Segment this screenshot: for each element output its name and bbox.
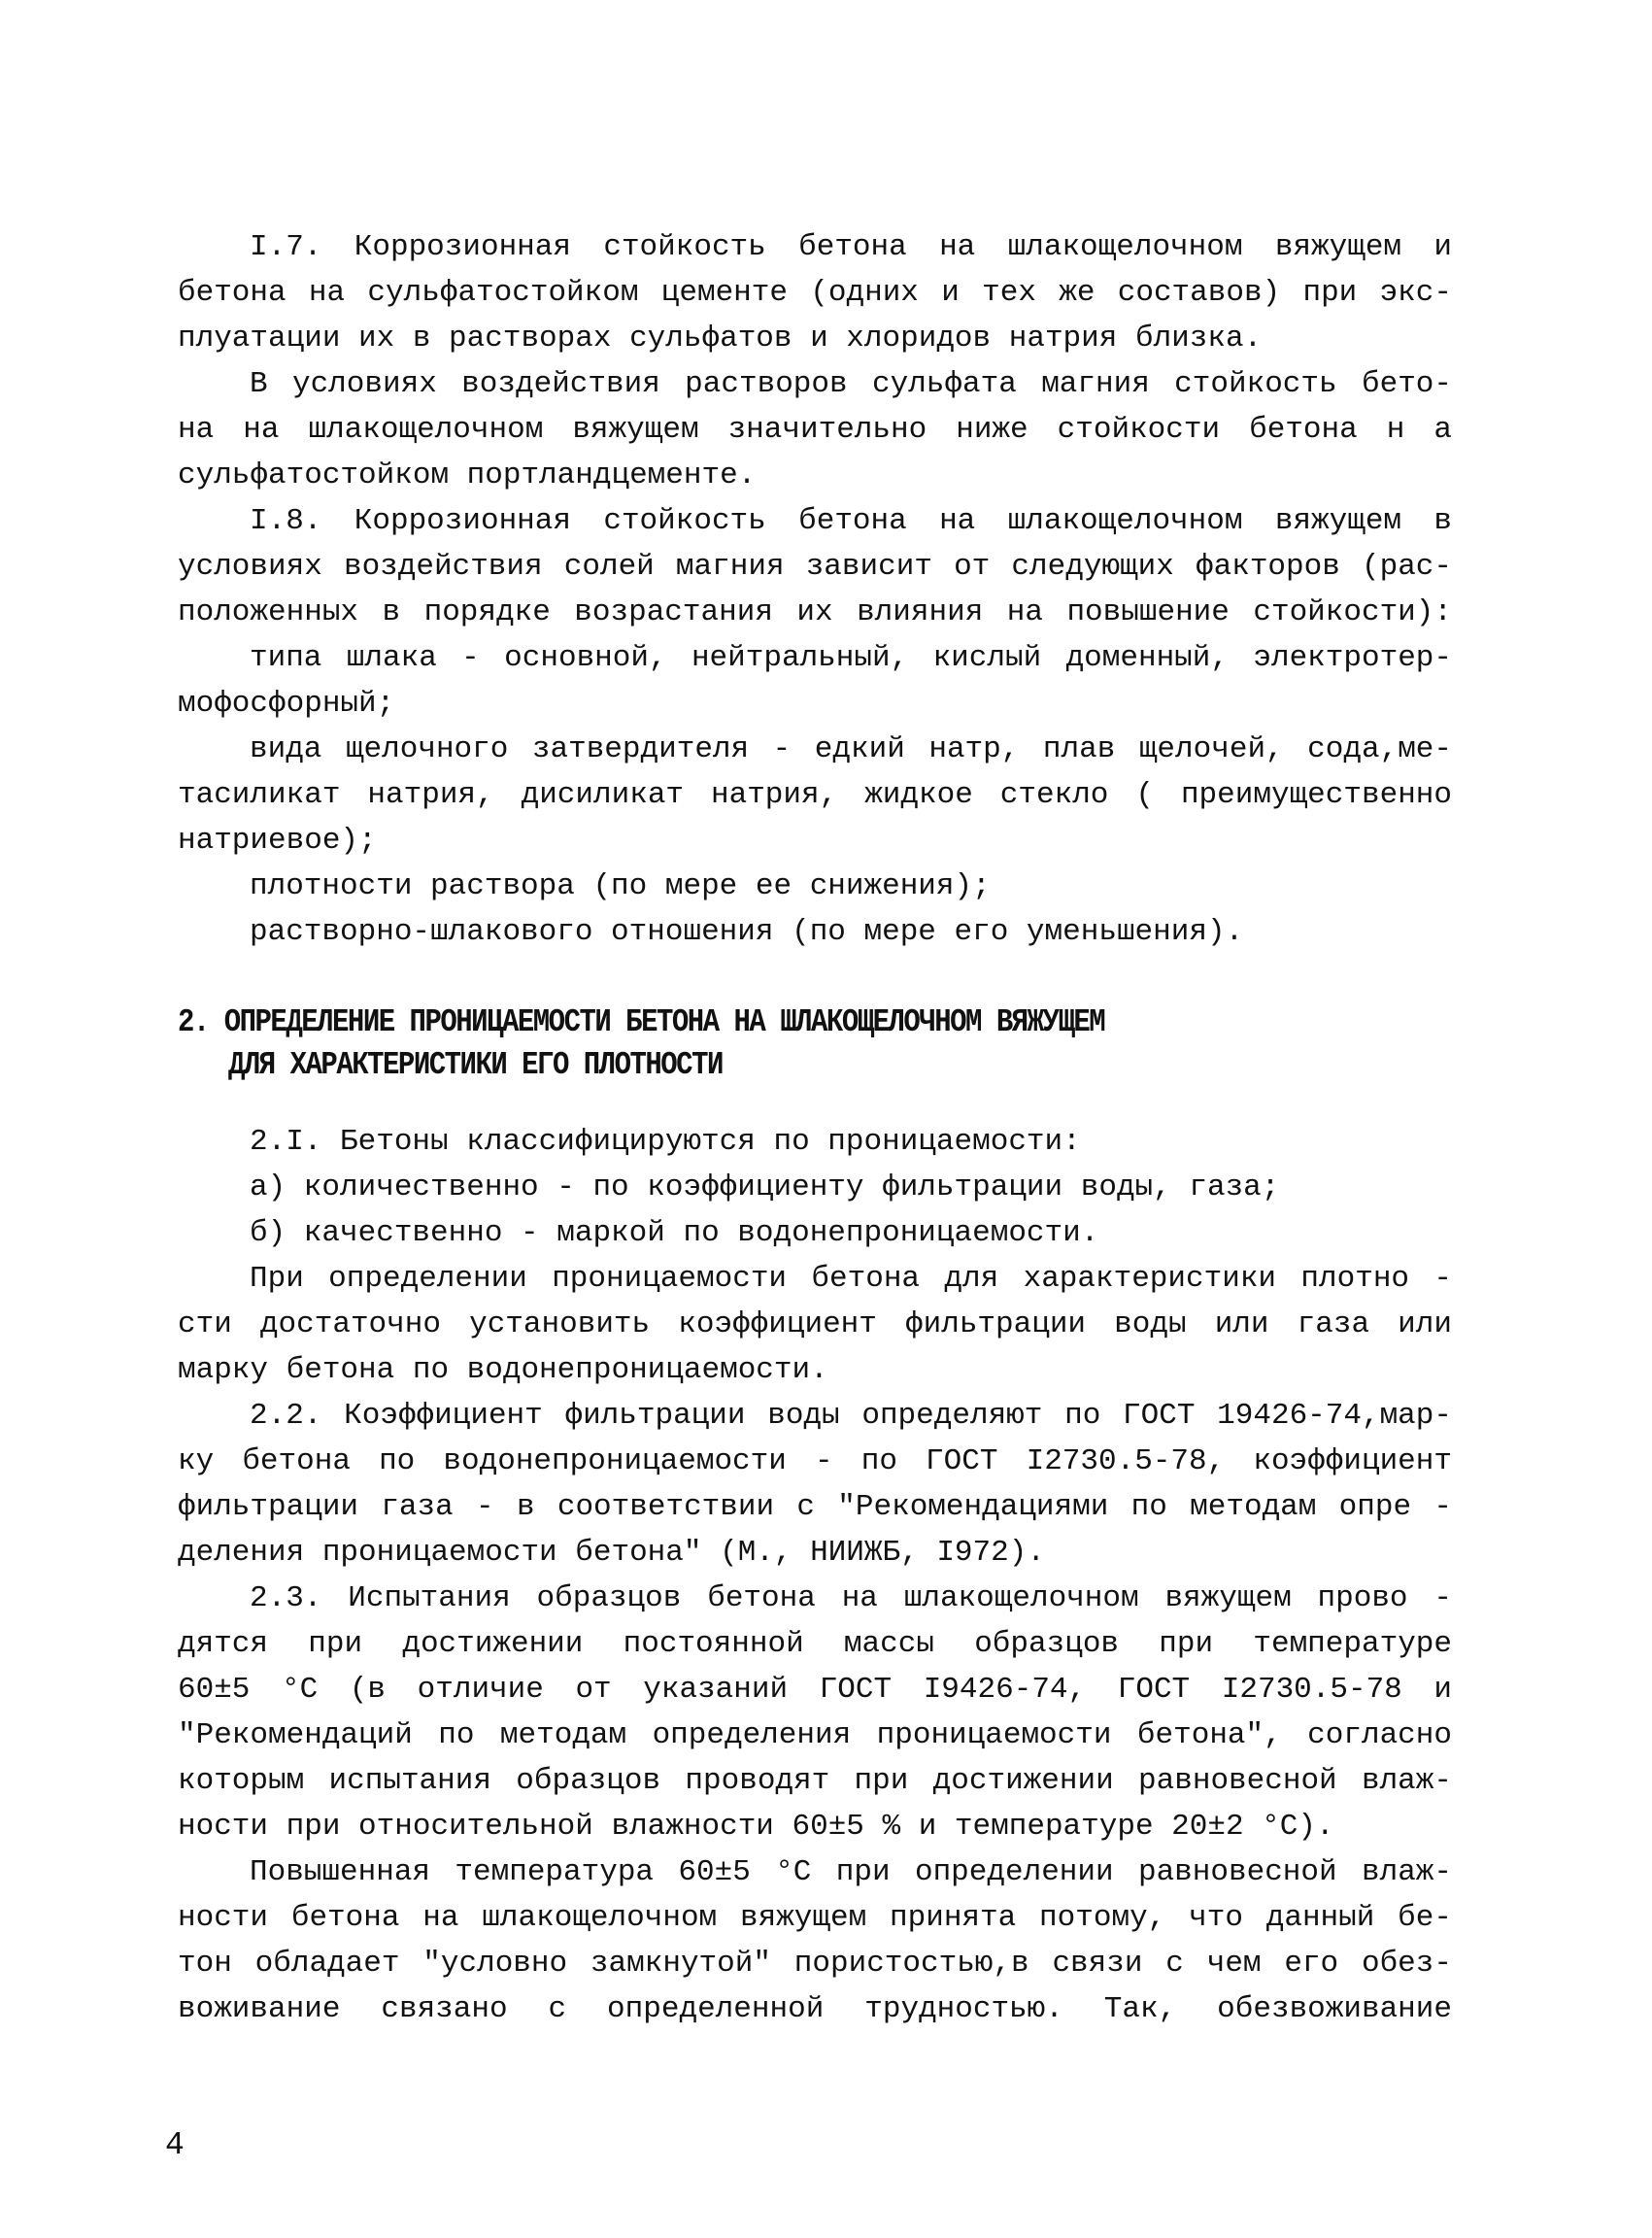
text-line: I.8. Коррозионная стойкость бетона на шлакощелочном вяжущем в — [250, 504, 1452, 538]
text-line: При определении проницаемости бетона для характеристики плотно - — [250, 1262, 1452, 1296]
text-line: "Рекомендаций по методам определения проницаемости бетона", согласно — [178, 1718, 1452, 1752]
text-line: которым испытания образцов проводят при достижении равновесной влаж- — [178, 1764, 1452, 1798]
text-line: ности при относительной влажности 60±5 % и температуре 20±2 °С). — [178, 1810, 1334, 1844]
text-line: тасиликат натрия, дисиликат натрия, жидкое стекло ( преимущественно — [178, 778, 1452, 812]
text-line: сти достаточно установить коэффициент фильтрации воды или газа или — [178, 1307, 1452, 1341]
page-number: 4 — [165, 2127, 185, 2163]
text-line: ку бетона по водонепроницаемости - по ГОСТ I2730.5-78, коэффициент — [178, 1444, 1452, 1478]
text-line: растворно-шлакового отношения (по мере его уменьшения). — [250, 915, 1244, 949]
section-heading: 2. ОПРЕДЕЛЕНИЕ ПРОНИЦАЕМОСТИ БЕТОНА НА ШЛАКОЩЕЛОЧНОМ ВЯЖУЩЕМ — [178, 1003, 1105, 1041]
text-line: В условиях воздействия растворов сульфата магния стойкость бето- — [250, 367, 1452, 401]
text-line: 2.2. Коэффициент фильтрации воды определяют по ГОСТ 19426-74,мар- — [250, 1399, 1452, 1433]
text-line: марку бетона по водонепроницаемости. — [178, 1353, 828, 1387]
text-line: мофосфорный; — [178, 687, 395, 721]
document-body — [178, 224, 1452, 2032]
text-line: I.7. Коррозионная стойкость бетона на шлакощелочном вяжущем и — [250, 230, 1452, 264]
text-line: бетона на сульфатостойком цементе (одних и тех же составов) при экс- — [178, 276, 1452, 310]
text-line: 2.I. Бетоны классифицируются по проницаемости: — [250, 1125, 1081, 1159]
text-line: положенных в порядке возрастания их влияния на повышение стойкости): — [178, 595, 1452, 629]
text-line: на на шлакощелочном вяжущем значительно ниже стойкости бетона н а — [178, 413, 1452, 447]
text-line: ности бетона на шлакощелочном вяжущем принята потому, что данный бе- — [178, 1901, 1452, 1935]
text-line: плотности раствора (по мере ее снижения); — [250, 869, 991, 903]
text-line: фильтрации газа - в соответствии с "Рекомендациями по методам опре - — [178, 1490, 1452, 1524]
section-heading-continued: ДЛЯ ХАРАКТЕРИСТИКИ ЕГО ПЛОТНОСТИ — [228, 1046, 723, 1084]
text-line: Повышенная температура 60±5 °С при определении равновесной влаж- — [250, 1855, 1452, 1889]
text-line: тон обладает "условно замкнутой" пористостью,в связи с чем его обез- — [178, 1947, 1452, 1981]
text-line: плуатации их в растворах сульфатов и хлоридов натрия близка. — [178, 322, 1263, 356]
text-line: типа шлака - основной, нейтральный, кислый доменный, электротер- — [250, 641, 1452, 675]
text-line: деления проницаемости бетона" (М., НИИЖБ, I972). — [178, 1536, 1045, 1570]
text-line: б) качественно - маркой по водонепроницаемости. — [250, 1216, 1099, 1250]
text-line: 60±5 °С (в отличие от указаний ГОСТ I9426-74, ГОСТ I2730.5-78 и — [178, 1673, 1452, 1707]
text-line: натриевое); — [178, 824, 377, 858]
text-line: воживание связано с определенной трудностью. Так, обезвоживание — [178, 1992, 1452, 2026]
text-line: 2.3. Испытания образцов бетона на шлакощелочном вяжущем прово - — [250, 1581, 1452, 1615]
text-line: а) количественно - по коэффициенту фильтрации воды, газа; — [250, 1170, 1280, 1204]
text-line: дятся при достижении постоянной массы образцов при температуре — [178, 1627, 1452, 1661]
text-line: условиях воздействия солей магния зависит от следующих факторов (рас- — [178, 550, 1452, 584]
text-line: вида щелочного затвердителя - едкий натр, плав щелочей, сода,ме- — [250, 732, 1452, 766]
text-line: сульфатостойком портландцементе. — [178, 458, 757, 492]
